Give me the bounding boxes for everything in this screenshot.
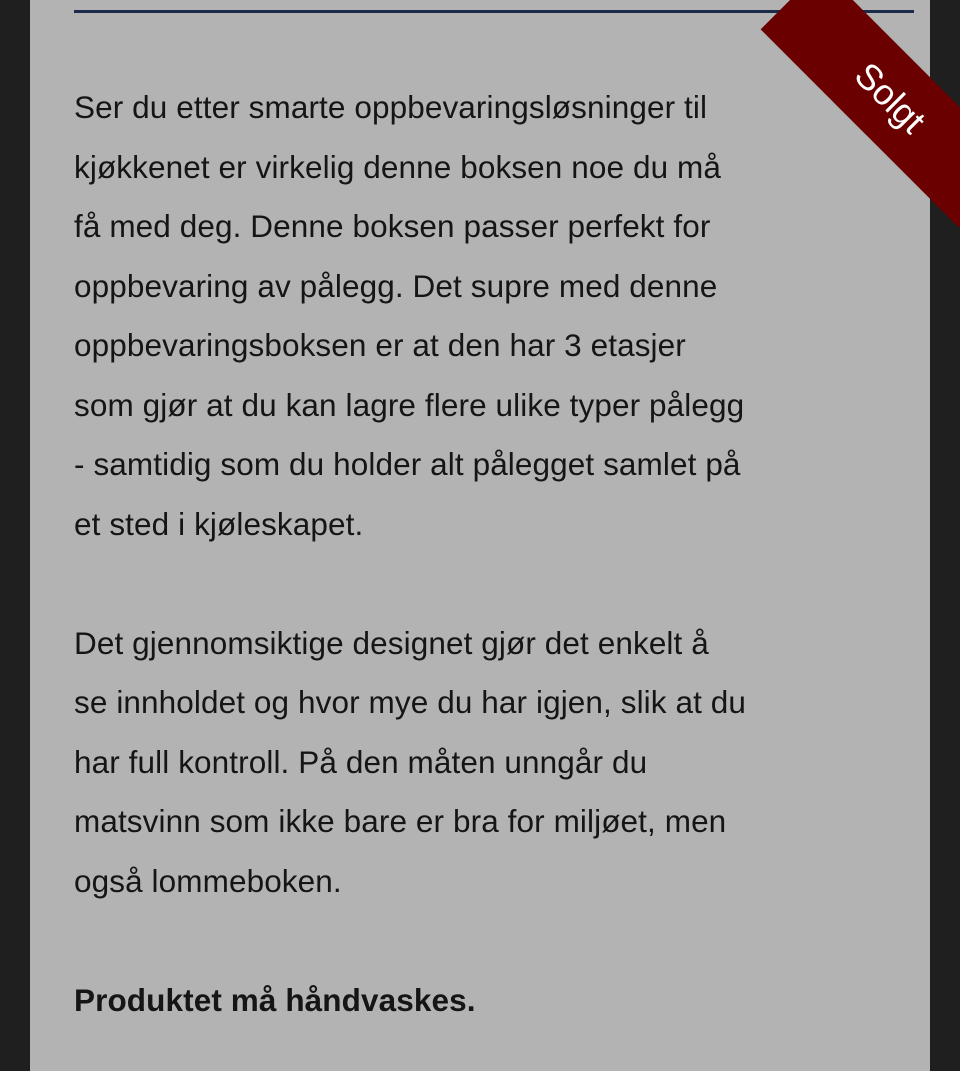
care-instructions: Produktet må håndvaskes. [74,981,476,1018]
sold-badge-label: Solgt [761,0,960,227]
sold-ribbon [730,0,960,230]
description-paragraph-1: Ser du etter smarte oppbevaringsløsninger til kjøkkenet er virkelig denne boksen noe du må få med deg. Denne boksen passer perfekt for oppbevaring av pålegg. Det supre med denne oppbevaringsboksen er at den har 3 etasjer som gjør at du kan lagre flere ulike typer pålegg - samtidig som du holder alt pålegget samlet på et sted i kjøleskapet. [74,89,745,542]
description-paragraph-2: Det gjennomsiktige designet gjør det enkelt å se innholdet og hvor mye du har igjen, slik at du har full kontroll. På den måten unngår du matsvinn som ikke bare er bra for miljøet, men også lommeboken. [74,624,747,899]
